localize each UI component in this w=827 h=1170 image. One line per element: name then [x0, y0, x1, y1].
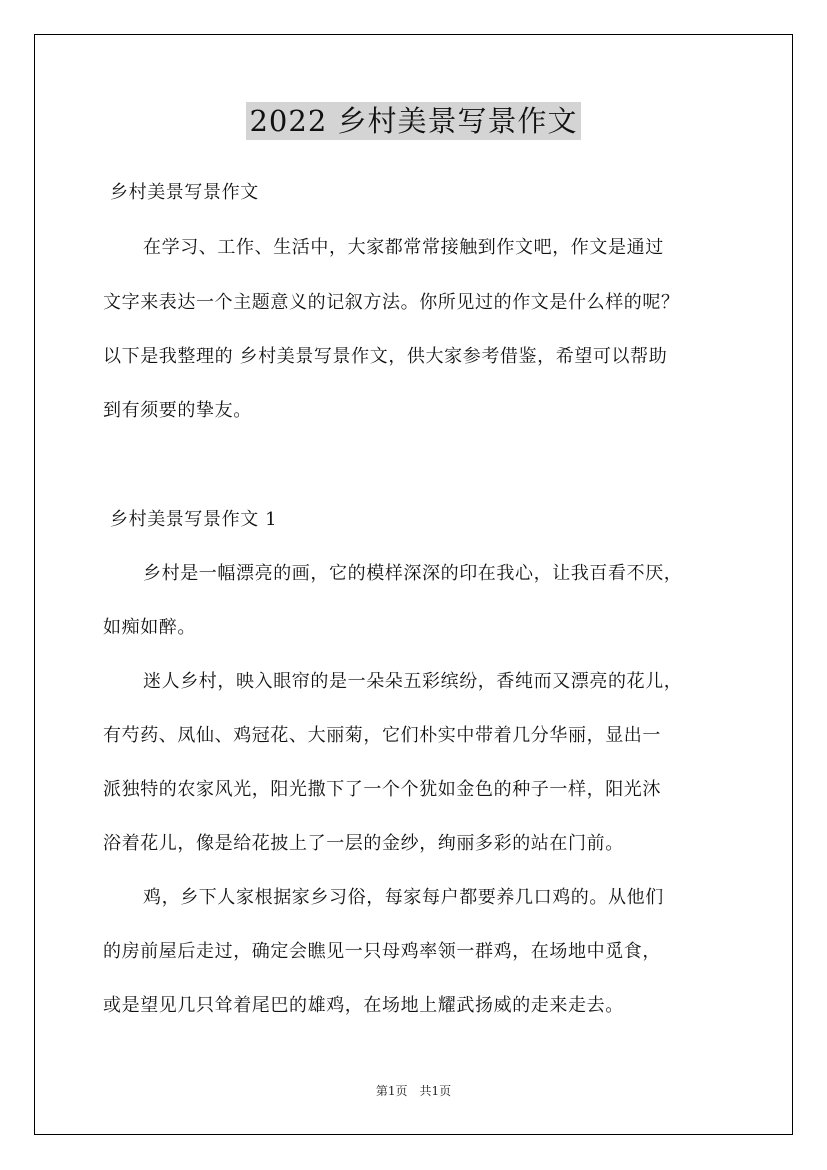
paragraph-line: 或是望见几只耸着尾巴的雄鸡，在场地上耀武扬威的走来走去。	[103, 995, 624, 1016]
document-title: 2022 乡村美景写景作文	[246, 102, 580, 140]
intro-line: 到有须要的挚友。	[103, 400, 252, 421]
document-subtitle: 乡村美景写景作文	[110, 182, 259, 203]
intro-line: 在学习、工作、生活中，大家都常常接触到作文吧，作文是通过	[143, 237, 664, 258]
paragraph-line: 迷人乡村，映入眼帘的是一朵朵五彩缤纷，香纯而又漂亮的花儿，	[143, 671, 683, 692]
paragraph-line: 的房前屋后走过，确定会瞧见一只母鸡率领一群鸡，在场地中觅食，	[103, 941, 661, 962]
paragraph-line: 鸡，乡下人家根据家乡习俗，每家每户都要养几口鸡的。从他们	[143, 887, 664, 908]
intro-line: 文字来表达一个主题意义的记叙方法。你所见过的作文是什么样的呢？	[103, 292, 680, 313]
page-footer: 第1页 共1页	[375, 1084, 452, 1098]
paragraph-line: 如痴如醉。	[103, 617, 196, 638]
paragraph-line: 乡村是一幅漂亮的画，它的模样深深的印在我心，让我百看不厌，	[143, 563, 683, 584]
section-heading: 乡村美景写景作文 1	[110, 509, 278, 530]
paragraph-line: 有芍药、凤仙、鸡冠花、大丽菊，它们朴实中带着几分华丽，显出一	[103, 725, 661, 746]
paragraph-line: 浴着花儿，像是给花披上了一层的金纱，绚丽多彩的站在门前。	[103, 833, 624, 854]
intro-line: 以下是我整理的 乡村美景写景作文，供大家参考借鉴，希望可以帮助	[103, 346, 668, 367]
title-area	[0, 102, 827, 140]
paragraph-line: 派独特的农家风光，阳光撒下了一个个犹如金色的种子一样，阳光沐	[103, 779, 661, 800]
